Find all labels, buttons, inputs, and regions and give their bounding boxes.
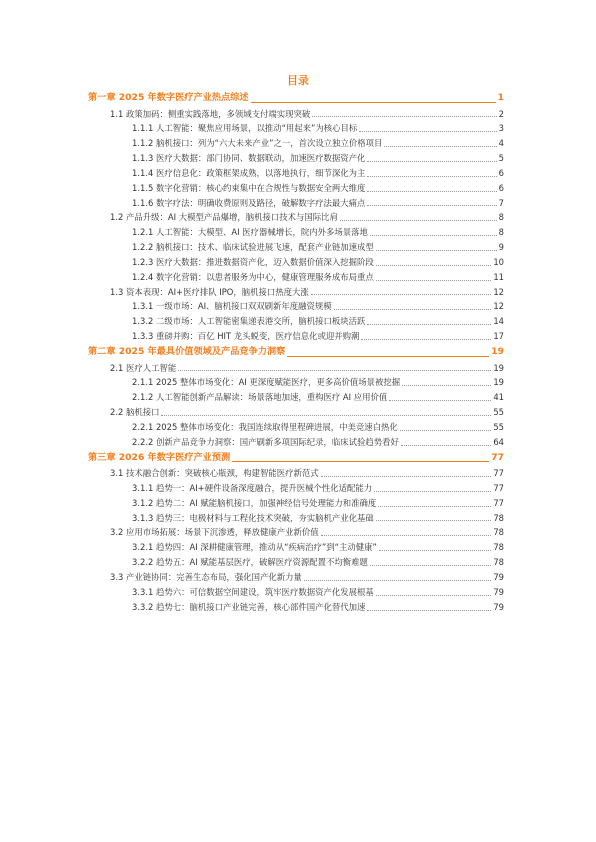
toc-page-number: 79 [493, 571, 504, 582]
toc-leader [376, 265, 492, 266]
toc-entry-text: 2.2.2 创新产品竞争力洞察：国产刷新多项国际纪录，临床试验趋势看好 [132, 436, 399, 447]
toc-page-number: 41 [493, 392, 504, 403]
toc-leader [378, 506, 491, 507]
toc-entry-text: 1.1 政策加码：侧重实践落地，多领域支付端实现突破 [110, 108, 311, 119]
toc-entry-text: 第一章 2025 年数字医疗产业热点综述 [88, 92, 249, 103]
toc-entry-text: 1.3.1 一级市场：AI、脑机接口双双刷新年度融资规模 [132, 301, 332, 312]
toc-subsection-entry[interactable] [88, 600, 504, 615]
toc-subsection-entry[interactable] [88, 151, 504, 166]
toc-subsection-entry[interactable] [88, 270, 504, 285]
toc-leader [232, 461, 489, 462]
toc-subsection-entry[interactable] [88, 240, 504, 255]
toc-leader [370, 565, 491, 566]
toc-subsection-entry[interactable] [88, 585, 504, 600]
toc-leader [401, 445, 491, 446]
toc-page-number: 77 [493, 497, 504, 508]
toc-page-number: 1 [497, 92, 504, 103]
toc-leader [304, 580, 491, 581]
toc-page-number: 78 [493, 542, 504, 553]
toc-entry-text: 1.1.6 数字疗法：明确收费原则及路径，破解数字疗法最大痛点 [132, 197, 366, 208]
toc-entry-text: 3.1.1 趋势一：AI+硬件设备深度融合，提升医械个性化适配能力 [132, 482, 373, 493]
toc-section-entry[interactable] [88, 466, 504, 481]
toc-subsection-entry[interactable] [88, 181, 504, 196]
toc-page-number: 78 [493, 512, 504, 523]
toc-page-number: 6 [498, 182, 504, 193]
toc-subsection-entry[interactable] [88, 166, 504, 181]
toc-page-number: 14 [493, 316, 504, 327]
toc-leader [367, 191, 496, 192]
toc-leader [389, 400, 491, 401]
toc-subsection-entry[interactable] [88, 481, 504, 496]
toc-section-entry[interactable] [88, 285, 504, 300]
toc-entry-text: 1.2.2 脑机接口：技术、临床试验进展飞速，配套产业链加速成型 [132, 242, 374, 253]
toc-leader [376, 250, 497, 251]
toc-subsection-entry[interactable] [88, 511, 504, 526]
toc-page-number: 77 [493, 482, 504, 493]
toc-leader [367, 324, 491, 325]
toc-subsection-entry[interactable] [88, 314, 504, 329]
toc-page-number: 9 [498, 242, 504, 253]
toc-leader [370, 235, 497, 236]
toc-entry-text: 2.1 医疗人工智能 [110, 362, 177, 373]
toc-entry-text: 1.3.3 重磅并购：百亿 HIT 龙头蜕变，医疗信息化或迎并购潮 [132, 331, 360, 342]
toc-leader [161, 415, 491, 416]
toc-page-number: 5 [498, 153, 504, 164]
toc-section-entry[interactable] [88, 107, 504, 122]
toc-title: 目录 [287, 74, 309, 87]
toc-leader [367, 176, 496, 177]
toc-entry-text: 2.1.1 2025 整体市场变化：AI 更深度赋能医疗，更多高价值场景被挖掘 [132, 377, 401, 388]
toc-leader [340, 220, 497, 221]
toc-page-number: 79 [493, 586, 504, 597]
toc-page-number: 77 [491, 451, 504, 463]
toc-chapter-entry[interactable] [88, 450, 504, 467]
toc-leader [367, 610, 491, 611]
toc-subsection-entry[interactable] [88, 555, 504, 570]
toc-leader [178, 370, 491, 371]
toc-entry-text: 1.2 产品升级：AI 大模型产品爆增，脑机接口技术与国际比肩 [110, 212, 338, 223]
toc-chapter-entry[interactable] [88, 90, 504, 107]
toc-leader [321, 535, 492, 536]
toc-subsection-entry[interactable] [88, 435, 504, 450]
toc-section-entry[interactable] [88, 361, 504, 376]
toc-entry-text: 1.1.5 数字化营销：核心约束集中在合规性与数据安全两大维度 [132, 182, 366, 193]
toc-page-number: 8 [498, 227, 504, 238]
toc-entry-text: 3.3 产业链协同：完善生态布局，强化国产化新力量 [110, 571, 302, 582]
toc-entry-text: 第二章 2025 年最具价值领域及产品竞争力洞察 [88, 346, 286, 357]
toc-page-number: 77 [493, 468, 504, 479]
toc-entry-text: 3.2.1 趋势四：AI 深耕健康管理，推动从“疾病治疗”到“主动健康” [132, 542, 377, 553]
toc-page-number: 78 [493, 557, 504, 568]
toc-page-number: 7 [498, 197, 504, 208]
toc-subsection-entry[interactable] [88, 121, 504, 136]
toc-page-number: 64 [493, 436, 504, 447]
toc-leader [374, 491, 491, 492]
toc-entry-text: 1.1.2 脑机接口：列为“六大未来产业”之一，首次设立独立价格项目 [132, 138, 383, 149]
toc-entry-text: 3.2 应用市场拓展：场景下沉渗透，释放健康产业新价值 [110, 527, 319, 538]
toc-page-number: 3 [498, 123, 504, 134]
toc-subsection-entry[interactable] [88, 420, 504, 435]
toc-entry-text: 1.2.4 数字化营销：以患者服务为中心，健康管理服务成布局重点 [132, 271, 374, 282]
toc-leader [321, 476, 492, 477]
toc-page-number: 78 [493, 527, 504, 538]
toc-subsection-entry[interactable] [88, 255, 504, 270]
toc-section-entry[interactable] [88, 405, 504, 420]
toc-chapter-entry[interactable] [88, 344, 504, 361]
table-of-contents [88, 90, 504, 615]
toc-page-number: 19 [491, 346, 504, 357]
toc-entry-text: 第三章 2026 年数字医疗产业预测 [88, 451, 231, 463]
toc-entry-text: 2.2.1 2025 整体市场变化：我国连续取得里程碑进展，中美竞速白热化 [132, 421, 398, 432]
toc-page-number: 12 [493, 286, 504, 297]
toc-entry-text: 3.3.2 趋势七：脑机接口产业链完善，核心部件国产化替代加速 [132, 601, 366, 612]
toc-leader [384, 146, 496, 147]
toc-section-entry[interactable] [88, 525, 504, 540]
toc-entry-text: 3.1.2 趋势二：AI 赋能脑机接口，加强神经信号处理能力和准确度 [132, 497, 377, 508]
toc-page-number: 17 [493, 331, 504, 342]
toc-entry-text: 1.3.2 二级市场：人工智能密集递表港交所，脑机接口板块活跃 [132, 316, 366, 327]
toc-page-number: 11 [493, 271, 504, 282]
toc-leader [359, 131, 496, 132]
toc-entry-text: 1.1.4 医疗信息化：政策框架成熟，以落地执行，细节深化为主 [132, 167, 366, 178]
toc-entry-text: 1.2.3 医疗大数据：推进数据资产化，迈入数据价值深入挖掘阶段 [132, 256, 374, 267]
toc-page-number: 19 [493, 362, 504, 373]
toc-page-number: 6 [498, 167, 504, 178]
toc-leader [376, 280, 492, 281]
toc-entry-text: 2.1.2 人工智能创新产品解读：场景落地加速，重构医疗 AI 应用价值 [132, 392, 388, 403]
toc-leader [367, 161, 496, 162]
toc-entry-text: 3.1.3 趋势三：电极材料与工程化技术突破，夯实脑机产业化基础 [132, 512, 374, 523]
toc-subsection-entry[interactable] [88, 496, 504, 511]
toc-entry-text: 3.1 技术融合创新：突破核心瓶颈，构建智能医疗新范式 [110, 468, 319, 479]
toc-leader [287, 356, 489, 357]
toc-page-number: 2 [498, 108, 504, 119]
toc-leader [312, 116, 496, 117]
toc-entry-text: 3.3.1 趋势六：可信数据空间建设，筑牢医疗数据资产化发展根基 [132, 586, 374, 597]
toc-entry-text: 1.1.3 医疗大数据：部门协同、数据联动，加速医疗数据资产化 [132, 153, 366, 164]
toc-section-entry[interactable] [88, 210, 504, 225]
toc-leader [251, 102, 496, 103]
toc-page-number: 55 [493, 421, 504, 432]
toc-subsection-entry[interactable] [88, 540, 504, 555]
toc-subsection-entry[interactable] [88, 390, 504, 405]
toc-leader [334, 309, 492, 310]
toc-subsection-entry[interactable] [88, 136, 504, 151]
toc-subsection-entry[interactable] [88, 329, 504, 344]
toc-page-number: 12 [493, 301, 504, 312]
toc-subsection-entry[interactable] [88, 196, 504, 211]
toc-subsection-entry[interactable] [88, 299, 504, 314]
toc-leader [367, 205, 496, 206]
toc-entry-text: 1.3 资本表现：AI+医疗排队 IPO，脑机接口热度大涨 [110, 286, 309, 297]
toc-leader [402, 385, 491, 386]
toc-page-number: 8 [498, 212, 504, 223]
toc-subsection-entry[interactable] [88, 375, 504, 390]
toc-subsection-entry[interactable] [88, 225, 504, 240]
toc-leader [376, 520, 492, 521]
toc-entry-text: 1.1.1 人工智能：聚焦应用场景，以推动“用起来”为核心目标 [132, 123, 358, 134]
toc-entry-text: 1.2.1 人工智能：大模型、AI 医疗器械增长，院内外多场景落地 [132, 227, 368, 238]
toc-leader [379, 550, 492, 551]
toc-leader [311, 294, 492, 295]
toc-leader [361, 339, 491, 340]
toc-entry-text: 3.2.2 趋势五：AI 赋能基层医疗，破解医疗资源配置不均衡难题 [132, 557, 368, 568]
toc-page-number: 79 [493, 601, 504, 612]
toc-page-number: 4 [498, 138, 504, 149]
toc-leader [376, 595, 492, 596]
toc-page-number: 55 [493, 407, 504, 418]
toc-entry-text: 2.2 脑机接口 [110, 407, 160, 418]
toc-leader [400, 430, 492, 431]
toc-page-number: 10 [493, 256, 504, 267]
toc-section-entry[interactable] [88, 570, 504, 585]
toc-page-number: 19 [493, 377, 504, 388]
